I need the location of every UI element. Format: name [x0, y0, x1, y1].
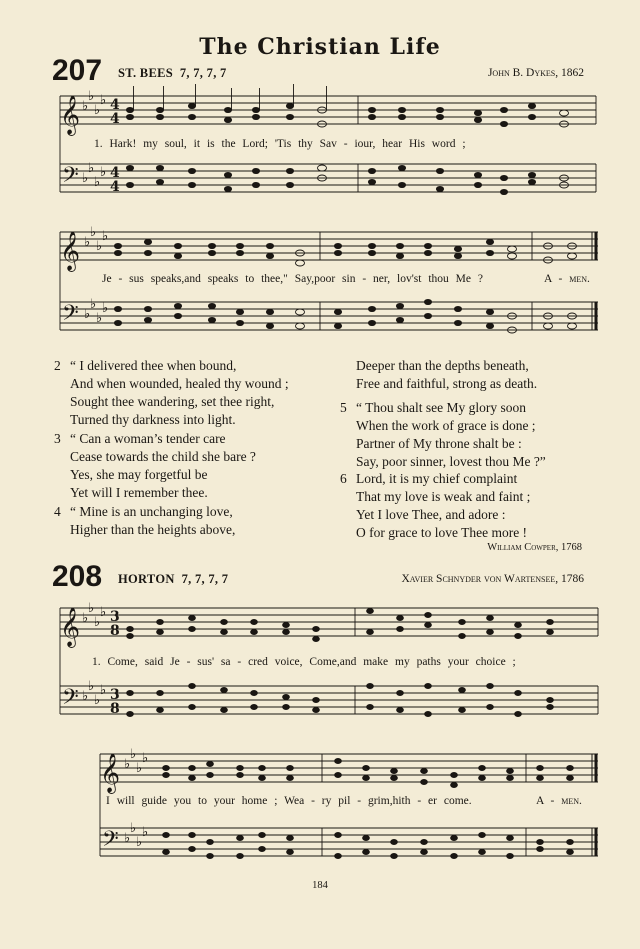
- svg-text:♭: ♭: [94, 693, 101, 708]
- svg-text:♭: ♭: [100, 683, 107, 698]
- verse-line: Yes, she may forgetful be: [70, 467, 208, 482]
- svg-text:♭: ♭: [136, 835, 143, 850]
- hymn-207-author: William Cowper, 1768: [487, 542, 582, 553]
- svg-text:𝄞: 𝄞: [60, 607, 81, 647]
- tune-name: ST. BEES: [118, 66, 173, 80]
- svg-text:𝄞: 𝄞: [60, 231, 81, 271]
- svg-text:♭: ♭: [100, 165, 107, 180]
- svg-text:♭: ♭: [82, 611, 89, 626]
- tune-meter: 7, 7, 7, 7: [179, 66, 227, 80]
- hymn-207-verse-6: [340, 470, 530, 542]
- staff-207-1-treble: [60, 96, 596, 124]
- svg-text:♭: ♭: [90, 297, 97, 312]
- svg-text:𝄢: 𝄢: [102, 827, 119, 857]
- svg-text:♭: ♭: [82, 689, 89, 704]
- svg-text:8: 8: [110, 701, 120, 717]
- verse-line: Yet I love Thee, and adore :: [356, 507, 506, 522]
- svg-text:♭: ♭: [142, 751, 149, 766]
- hymn-207-verse-2: [54, 357, 289, 429]
- svg-text:♭: ♭: [100, 605, 107, 620]
- verse-number: 5: [340, 400, 347, 415]
- svg-text:♭: ♭: [94, 175, 101, 190]
- svg-text:♭: ♭: [88, 161, 95, 176]
- svg-text:♭: ♭: [102, 301, 109, 316]
- svg-text:♭: ♭: [102, 229, 109, 244]
- hymn-207-verse-4-cont: [340, 357, 537, 393]
- svg-text:♭: ♭: [124, 757, 131, 772]
- verse-line: “ I delivered thee when bound,: [70, 358, 237, 373]
- hymn-207-lyric-line-1: 1. Hark! my soul, it is the Lord; 'Tis thy Sav - iour, hear His word ;: [94, 138, 466, 150]
- verse-line: “ Can a woman’s tender care: [70, 431, 226, 446]
- svg-text:♭: ♭: [88, 679, 95, 694]
- verse-line: Deeper than the depths beneath,: [356, 358, 529, 373]
- svg-text:3: 3: [110, 687, 120, 703]
- svg-text:♭: ♭: [84, 307, 91, 322]
- verse-line: Higher than the heights above,: [70, 522, 236, 537]
- verse-line: Partner of My throne shalt be :: [356, 436, 522, 451]
- svg-text:♭: ♭: [82, 99, 89, 114]
- svg-text:𝄢: 𝄢: [62, 163, 79, 193]
- svg-text:♭: ♭: [136, 761, 143, 776]
- svg-text:♭: ♭: [142, 825, 149, 840]
- verse-line: “ Thou shalt see My glory soon: [356, 400, 526, 415]
- hymn-208-amen: A - men.: [536, 795, 582, 807]
- verse-line: When the work of grace is done ;: [356, 418, 536, 433]
- verse-line: “ Mine is an unchanging love,: [70, 504, 233, 519]
- svg-text:♭: ♭: [130, 821, 137, 836]
- svg-text:𝄢: 𝄢: [62, 301, 79, 331]
- svg-text:♭: ♭: [96, 239, 103, 254]
- svg-text:3: 3: [110, 609, 120, 625]
- verse-line: Say, poor sinner, lovest thou Me ?”: [356, 454, 546, 469]
- svg-text:♭: ♭: [84, 235, 91, 250]
- staff-208-1-treble: [60, 608, 598, 636]
- tune-meter: 7, 7, 7, 7: [181, 572, 229, 586]
- svg-text:♭: ♭: [90, 225, 97, 240]
- section-title: The Christian Life: [199, 34, 441, 60]
- staff-207-2-bass: [60, 302, 598, 330]
- svg-text:♭: ♭: [130, 747, 137, 762]
- svg-text:4: 4: [110, 111, 120, 127]
- staff-207-1-bass: [60, 164, 596, 192]
- verse-number: 6: [340, 471, 347, 486]
- staff-208-2-treble: [100, 754, 598, 782]
- hymn-207-number: 207: [52, 54, 103, 87]
- verse-line: Free and faithful, strong as death.: [356, 376, 538, 391]
- hymn-207-lyric-line-2: Je - sus speaks,and speaks to thee," Say,poor sin - ner, lov'st thou Me ?: [102, 273, 483, 285]
- svg-text:𝄞: 𝄞: [100, 753, 121, 793]
- svg-text:4: 4: [110, 97, 120, 113]
- page-number: 184: [312, 880, 328, 891]
- hymn-207-amen: A - men.: [544, 273, 590, 285]
- hymn-207-composer: John B. Dykes, 1862: [487, 67, 584, 79]
- hymn-208-lyric-line-1: 1. Come, said Je - sus' sa - cred voice, Come,and make my paths your choice ;: [92, 656, 516, 668]
- svg-text:♭: ♭: [94, 615, 101, 630]
- svg-text:4: 4: [110, 179, 120, 195]
- svg-text:8: 8: [110, 623, 120, 639]
- verse-line: Yet will I remember thee.: [70, 485, 208, 500]
- svg-text:♭: ♭: [100, 93, 107, 108]
- verse-line: Sought thee wandering, set thee right,: [70, 394, 275, 409]
- verse-line: O for grace to love Thee more !: [356, 525, 528, 540]
- verse-line: That my love is weak and faint ;: [356, 489, 531, 504]
- svg-text:4: 4: [110, 165, 120, 181]
- svg-text:♭: ♭: [88, 601, 95, 616]
- verse-number: 3: [54, 431, 61, 446]
- svg-text:♭: ♭: [94, 103, 101, 118]
- svg-text:𝄞: 𝄞: [60, 95, 81, 135]
- hymn-208-composer: Xavier Schnyder von Wartensee, 1786: [401, 573, 584, 585]
- svg-text:♭: ♭: [124, 831, 131, 846]
- svg-text:♭: ♭: [82, 171, 89, 186]
- hymn-207-verse-3: [54, 430, 256, 502]
- hymn-208-lyric-line-2: I will guide you to your home ; Wea - ry pil - grim,hith - er come.: [106, 795, 472, 807]
- verse-line: And when wounded, healed thy wound ;: [70, 376, 289, 391]
- staff-208-2-bass: [100, 828, 598, 856]
- svg-text:♭: ♭: [96, 311, 103, 326]
- hymn-208-number: 208: [52, 560, 103, 593]
- verse-number: 2: [54, 358, 61, 373]
- verse-line: Lord, it is my chief complaint: [356, 471, 518, 486]
- verse-number: 4: [54, 504, 61, 519]
- verse-line: Turned thy darkness into light.: [70, 412, 236, 427]
- svg-text:𝄢: 𝄢: [62, 685, 79, 715]
- staff-207-2-treble: [60, 232, 598, 260]
- verse-line: Cease towards the child she bare ?: [70, 449, 256, 464]
- svg-text:♭: ♭: [88, 89, 95, 104]
- tune-name: HORTON: [118, 572, 175, 586]
- hymn-207-verse-4: [54, 503, 235, 539]
- hymn-208-tune: [118, 572, 228, 587]
- hymn-207-verse-5: [340, 399, 546, 471]
